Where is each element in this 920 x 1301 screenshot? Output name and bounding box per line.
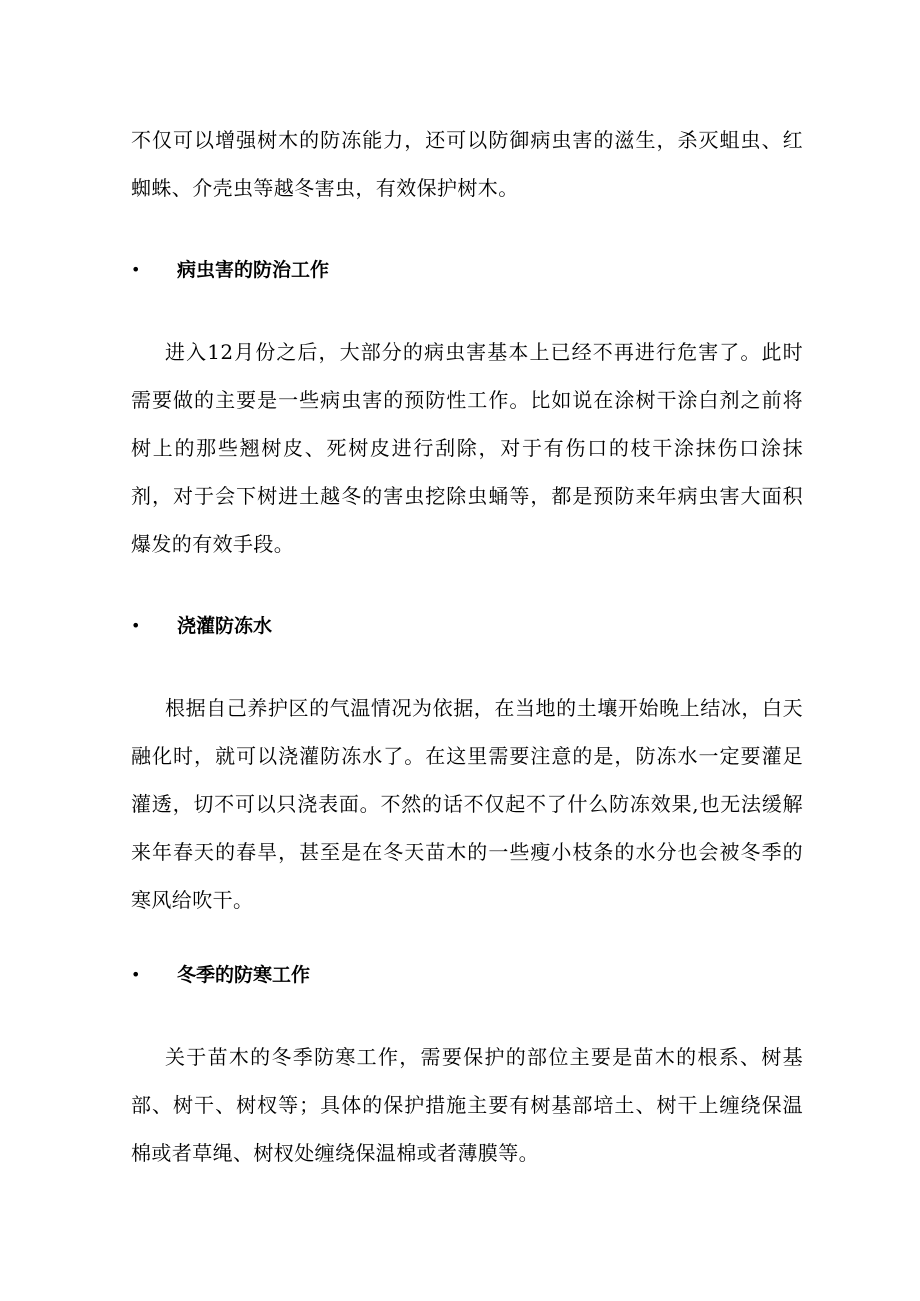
heading-text: 浇灌防冻水 (177, 615, 273, 637)
bullet-icon: • (131, 616, 141, 635)
section-heading-antifreeze-water (131, 611, 803, 641)
intro-paragraph: 不仅可以增强树木的防冻能力，还可以防御病虫害的滋生，杀灭蛆虫、红蜘蛛、介壳虫等越冬害虫，有效保护树木。 (131, 128, 803, 200)
pest-control-paragraph: 进入12月份之后，大部分的病虫害基本上已经不再进行危害了。此时需要做的主要是一些病虫害的预防性工作。比如说在涂树干涂白剂之前将树上的那些翘树皮、死树皮进行刮除，对于有伤口的枝干涂抹伤口涂抹剂，对于会下树进土越冬的害虫挖除虫蛹等，都是预防来年病虫害大面积爆发的有效手段。 (131, 340, 803, 556)
section-heading-winter-cold-protection (131, 960, 803, 990)
heading-text: 病虫害的防治工作 (177, 259, 330, 281)
section-heading-pest-control (131, 255, 803, 285)
heading-text: 冬季的防寒工作 (177, 964, 311, 986)
bullet-icon: • (131, 965, 141, 984)
antifreeze-water-paragraph: 根据自己养护区的气温情况为依据，在当地的土壤开始晚上结冰，白天融化时，就可以浇灌防冻水了。在这里需要注意的是，防冻水一定要灌足灌透，切不可以只浇表面。不然的话不仅起不了什么防冻效果,也无法缓解来年春天的春旱，甚至是在冬天苗木的一些瘦小枝条的水分也会被冬季的寒风给吹干。 (131, 696, 803, 912)
winter-cold-protection-paragraph: 关于苗木的冬季防寒工作，需要保护的部位主要是苗木的根系、树基部、树干、树杈等；具体的保护措施主要有树基部培土、树干上缠绕保温棉或者草绳、树杈处缠绕保温棉或者薄膜等。 (131, 1045, 803, 1165)
bullet-icon: • (131, 260, 141, 279)
